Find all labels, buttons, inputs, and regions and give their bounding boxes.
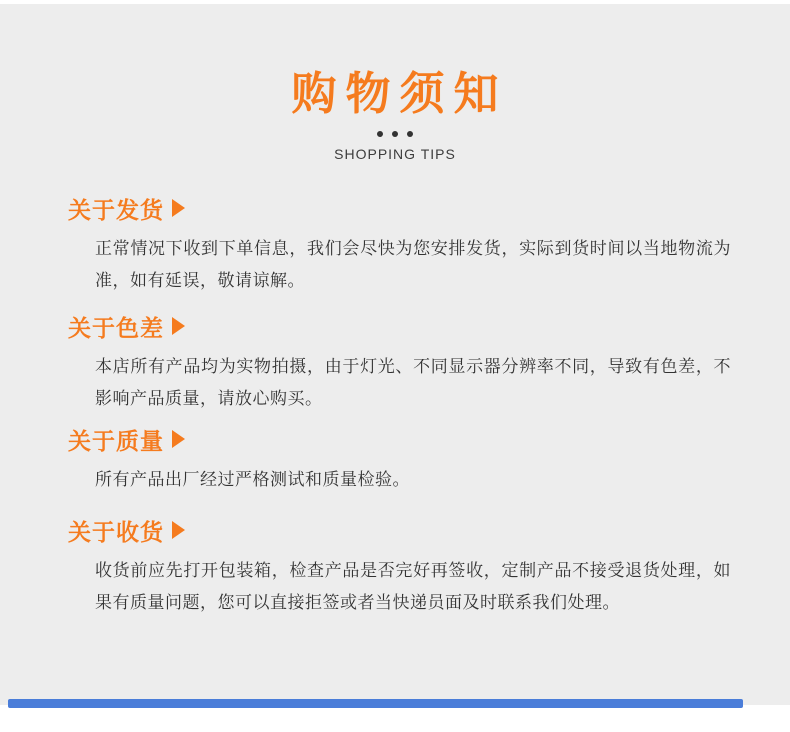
sections-list — [68, 190, 730, 634]
section-body-text: 正常情况下收到下单信息，我们会尽快为您安排发货，实际到货时间以当地物流为准，如有延误，敬请谅解。 — [95, 239, 731, 290]
section-heading — [68, 311, 730, 341]
section-heading-label: 关于质量 — [68, 427, 164, 454]
arrow-right-icon — [172, 430, 185, 448]
arrow-right-icon — [172, 199, 185, 217]
section-heading-label: 关于发货 — [68, 196, 164, 223]
dot-separator — [0, 131, 790, 137]
page-header — [0, 68, 790, 162]
arrow-right-icon — [172, 317, 185, 335]
tips-section — [68, 193, 730, 297]
section-heading — [68, 424, 730, 454]
bottom-divider-bar — [8, 699, 743, 708]
page-subtitle: SHOPPING TIPS — [334, 146, 456, 162]
section-heading-label: 关于色差 — [68, 314, 164, 341]
tips-section — [68, 424, 730, 496]
section-body-text: 所有产品出厂经过严格测试和质量检验。 — [95, 470, 410, 489]
section-heading — [68, 193, 730, 223]
dot-icon — [392, 131, 398, 137]
dot-icon — [407, 131, 413, 137]
section-body-text: 本店所有产品均为实物拍摄，由于灯光、不同显示器分辨率不同，导致有色差，不影响产品质量，请放心购买。 — [95, 357, 731, 408]
dot-icon — [377, 131, 383, 137]
arrow-right-icon — [172, 521, 185, 539]
section-heading-label: 关于收货 — [68, 518, 164, 545]
tips-section — [68, 515, 730, 619]
page-title: 购物须知 — [291, 68, 508, 119]
section-heading — [68, 515, 730, 545]
section-body-text: 收货前应先打开包装箱，检查产品是否完好再签收，定制产品不接受退货处理，如果有质量问题，您可以直接拒签或者当快递员面及时联系我们处理。 — [95, 561, 731, 612]
tips-section — [68, 311, 730, 415]
